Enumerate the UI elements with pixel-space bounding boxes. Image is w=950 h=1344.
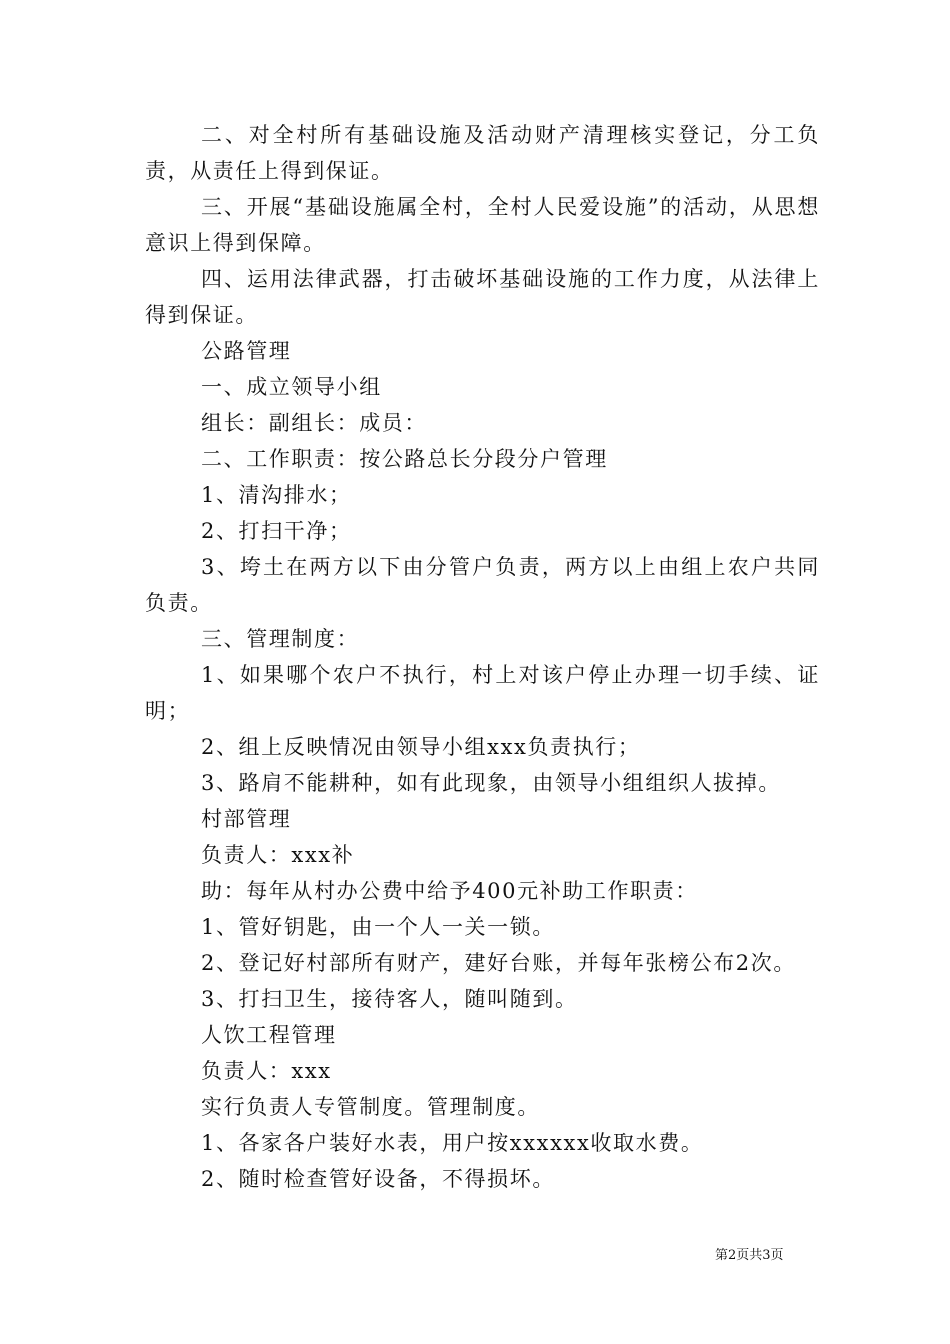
list-item: 1、如果哪个农户不执行，村上对该户停止办理一切手续、证明； [145,663,820,723]
paragraph: 助：每年从村办公费中给予400元补助工作职责： [201,879,698,903]
list-item: 2、随时检查管好设备，不得损坏。 [201,1167,555,1191]
paragraph: 实行负责人专管制度。管理制度。 [201,1095,540,1119]
section-heading: 公路管理 [201,339,292,363]
list-item: 1、管好钥匙，由一个人一关一锁。 [201,915,555,939]
page-footer [715,1247,784,1265]
paragraph: 组长：副组长：成员： [201,411,427,435]
paragraph: 三、管理制度： [201,627,360,651]
paragraph: 三、开展“基础设施属全村，全村人民爱设施”的活动，从思想意识上得到保障。 [145,195,820,255]
document-body [145,117,820,1197]
list-item: 1、各家各户装好水表，用户按xxxxxx收取水费。 [201,1131,704,1155]
paragraph: 二、工作职责：按公路总长分段分户管理 [201,447,608,471]
paragraph: 负责人：xxx补 [201,843,355,867]
paragraph: 一、成立领导小组 [201,375,382,399]
section-heading: 人饮工程管理 [201,1023,337,1047]
list-item: 1、清沟排水； [201,483,352,507]
list-item: 2、打扫干净； [201,519,352,543]
page-number-label: 第2页共3页 [715,1248,784,1263]
list-item: 2、组上反映情况由领导小组xxx负责执行； [201,735,641,759]
list-item: 3、路肩不能耕种，如有此现象，由领导小组组织人拔掉。 [201,771,781,795]
list-item: 2、登记好村部所有财产，建好台账，并每年张榜公布2次。 [201,951,796,975]
paragraph: 四、运用法律武器，打击破坏基础设施的工作力度，从法律上得到保证。 [145,267,820,327]
section-heading: 村部管理 [201,807,292,831]
list-item: 3、打扫卫生，接待客人，随叫随到。 [201,987,578,1011]
paragraph: 二、对全村所有基础设施及活动财产清理核实登记，分工负责，从责任上得到保证。 [145,123,820,183]
list-item: 3、垮土在两方以下由分管户负责，两方以上由组上农户共同负责。 [145,555,820,615]
paragraph: 负责人：xxx [201,1059,332,1083]
